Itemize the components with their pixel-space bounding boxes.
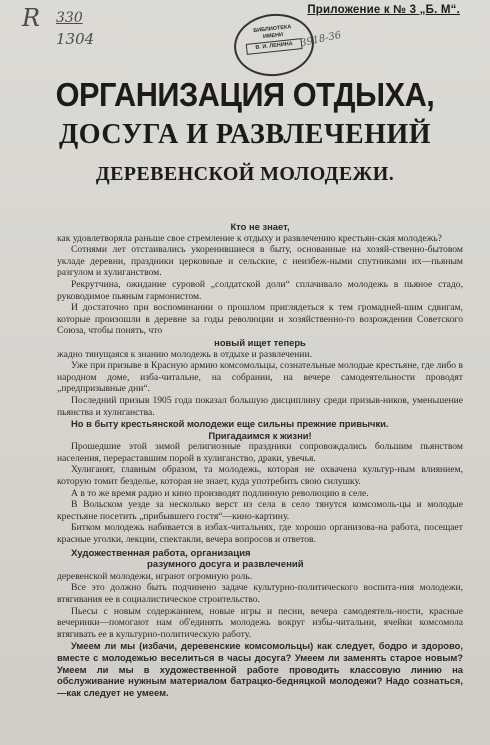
paragraph: Уже при призыве в Красную армию комсомольцы, сознательные молодые крестьяне, где либо в народном доме, изба-читальне, на собрании, на вечере самодеятельности проводят „предпризывные дни“. [57, 360, 463, 395]
section-heading-cont: разумного досуга и развлечений [147, 559, 304, 571]
paragraph: Все это должно быть подчинено задаче культурно-политического воспита-ния молодежи, втягивания ее в социалистическое строительство. [57, 582, 463, 605]
paragraph: Хулиганят, главным образом, та молодежь, которая не охвачена культур-ным влиянием, которую томит безделье, которая не знает, куда употребить свою силушку. [57, 464, 463, 488]
paragraph: И достаточно при воспоминании о прошлом приглядеться к тем громадней-шим сдвигам, которые произошли в деревне за годы революции и хозяйственно-го возрождения Советского Союза, чтобы понять, что [57, 302, 463, 337]
title-line-3: ДЕРЕВЕНСКОЙ МОЛОДЕЖИ. [95, 163, 395, 185]
paragraph: А в то же время радио и кино производят подлинную революцию в селе. [71, 487, 369, 499]
stamp-line-3: В. И. ЛЕНИНА [246, 38, 303, 55]
shelfmark-number-bottom: 1304 [56, 30, 95, 48]
paragraph: В Вольском уезде за несколько верст из села в село тянутся комсомоль-цы и молодые крестьяне посетить „прибывшего гостя“—кино-картину. [57, 499, 463, 522]
shelfmark-number-top: 330 [56, 10, 83, 26]
title-line-2: ДОСУГА И РАЗВЛЕЧЕНИЙ [58, 119, 432, 150]
lead-heading: Кто не знает, [230, 221, 290, 232]
paragraph: Битком молодежь набивается в избах-читальнях, где хорошо организова-на работа, посещает красные уголки, лекции, спектакли, вечера вопросов и ответов. [57, 522, 463, 546]
paragraph: Пьесы с новым содержанием, новые игры и песни, вечера самодеятель-ности, красные вечеринки—помогают нам об'единять молодежь вокруг избы-читальни, ячейки комсомола втягивать ее в культурно-политическую работу. [57, 605, 463, 640]
center-heading: Пригадаимся к жизни! [208, 429, 312, 441]
stamp-line-2: ИМЕНИ [262, 32, 284, 41]
section-heading: Художественная работа, организация [71, 547, 251, 559]
title-line-1: ОРГАНИЗАЦИЯ ОТДЫХА, [55, 76, 435, 113]
center-heading: новый ищет теперь [214, 336, 306, 348]
bold-paragraph: Умеем ли мы (избачи, деревенские комсомольцы) как следует, бодро и здорово, вместе с молодежью веселиться в часы досуга? Умеем ли заменять старое новым? Умеем ли мы в художественной работе проводить классовую линию на обслуживание нужным материалом батрацко-бедняцкой молодежи? Надо сознаться,—как следует не умеем. [57, 640, 463, 698]
shelfmark-letter: R [22, 4, 41, 32]
article-body [57, 221, 463, 698]
paragraph: как удовлетворяла раньше свое стремление к отдыху и развлечению крестьян-ская молодежь? [57, 232, 442, 244]
paragraph: Последний призыв 1905 года показал большую дисциплину среди призыв-ников, уменьшение пьянства и хулиганства. [57, 394, 463, 418]
paragraph: Прошедшие этой зимой религиозные праздники сопровождались большим пьянством населения, перераставшим порой в хулиганство, драки, увечья. [57, 441, 463, 464]
paragraph: деревенской молодежи, играют огромную роль. [57, 570, 253, 582]
paragraph: Сотнями лет отстаивались укоренившиеся в быту, основанные на хозяй-ственно-бытовом укладе деревни, праздники церковные и сельские, с неизбеж-ными спутниками их—пьяным разгулом и хулиганством. [57, 244, 463, 279]
appendix-label: Приложение к № 3 „Б. М“. [307, 4, 460, 16]
paragraph: Рекрутчина, ожидание суровой „солдатской доли“ сплачивало молодежь в пьяное стадо, руководимое пьяным гармонистом. [57, 278, 463, 302]
bold-statement: Но в быту крестьянской молодежи еще сильны прежние привычки. [71, 418, 389, 430]
stamp-line-1: БИБЛИОТЕКА [253, 24, 292, 35]
inventory-number: 3918-36 [299, 29, 343, 50]
handwritten-shelfmark [22, 6, 112, 46]
paragraph: жадно тянущаяся к знанию молодежь в отдыхе и развлечении. [57, 348, 312, 360]
